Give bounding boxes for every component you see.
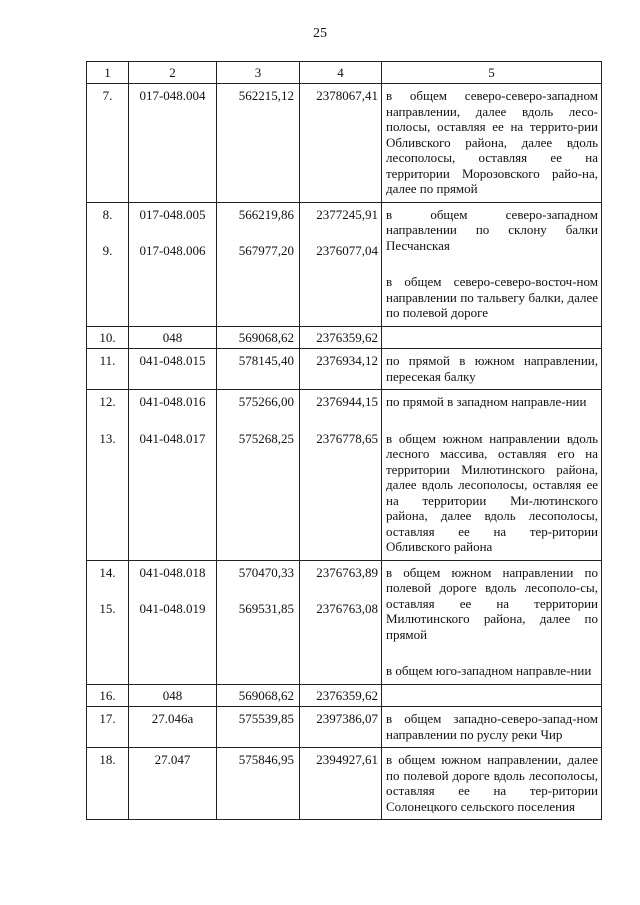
point-number: 17. [99, 711, 116, 726]
point-code: 041-048.015 [139, 353, 206, 368]
point-code-cell [129, 748, 217, 820]
point-code-cell [129, 707, 217, 748]
coordinate-x: 578145,40 [238, 353, 294, 368]
table-header-row [87, 62, 602, 84]
point-code-cell [129, 326, 217, 349]
point-code: 041-048.019 [139, 601, 206, 616]
boundary-description-cell [382, 390, 602, 561]
boundary-description-cell [382, 84, 602, 203]
boundary-description [382, 327, 601, 333]
coordinate-x: 569068,62 [238, 329, 294, 345]
table-row [87, 684, 602, 707]
boundary-description-cell [382, 684, 602, 707]
point-code: 048 [162, 329, 183, 345]
coordinate-x: 562215,12 [238, 88, 294, 103]
coordinate-y-cell [300, 326, 382, 349]
point-number: 9. [102, 243, 113, 258]
coordinate-x: 575266,00 [238, 394, 294, 409]
coordinate-y-cell [300, 202, 382, 326]
point-number-cell [87, 707, 129, 748]
point-number: 11. [99, 353, 116, 368]
boundary-description [382, 685, 601, 691]
table-row [87, 202, 602, 326]
point-number: 18. [99, 752, 116, 767]
point-code-cell [129, 349, 217, 390]
coordinate-x-cell [217, 560, 300, 684]
coordinate-y: 2376359,62 [316, 329, 378, 345]
point-number: 13. [99, 430, 116, 446]
point-number: 12. [99, 394, 116, 409]
coordinate-y: 2378067,41 [316, 88, 378, 103]
header-cell: 4 [300, 62, 382, 84]
coordinate-x: 575846,95 [238, 752, 294, 767]
coordinate-x-cell [217, 326, 300, 349]
coordinate-y: 2397386,07 [316, 711, 378, 726]
boundary-description: в общем северо-северо-восточ-ном направлении по тальвегу балки, далее по полевой дороге [386, 274, 598, 320]
boundary-points-table [86, 61, 602, 820]
point-code: 017-048.006 [139, 243, 206, 258]
coordinate-y-cell [300, 84, 382, 203]
boundary-description-cell [382, 748, 602, 820]
coordinate-y: 2376763,08 [316, 601, 378, 616]
coordinate-x-cell [217, 707, 300, 748]
coordinate-y-cell [300, 560, 382, 684]
point-number-cell [87, 748, 129, 820]
header-cell: 3 [217, 62, 300, 84]
table-body [87, 84, 602, 820]
point-code: 27.046а [151, 711, 194, 726]
coordinate-x: 569068,62 [238, 687, 294, 703]
table-row [87, 326, 602, 349]
boundary-description: в общем северо-северо-западном направлении, далее вдоль лесо-полосы, оставляя ее на террито-рии Обливского района, далее вдоль лесополосы, оставляя ее на территории Морозовского райо-на, далее по прямой [386, 88, 598, 196]
boundary-description-cell [382, 326, 602, 349]
point-code: 017-048.005 [139, 206, 206, 222]
coordinate-y-cell [300, 684, 382, 707]
boundary-description: в общем юго-западном направле-нии [386, 663, 592, 678]
coordinate-y: 2376778,65 [316, 430, 378, 446]
coordinate-y: 2376944,15 [316, 394, 378, 409]
coordinate-x: 575268,25 [238, 430, 294, 446]
page-number: 25 [313, 26, 327, 41]
point-code: 041-048.018 [139, 564, 206, 580]
boundary-description-cell [382, 202, 602, 326]
boundary-description-cell [382, 560, 602, 684]
table-row [87, 84, 602, 203]
coordinate-x: 569531,85 [238, 601, 294, 616]
point-code-cell [129, 202, 217, 326]
point-code-cell [129, 560, 217, 684]
coordinate-y: 2377245,91 [316, 206, 378, 222]
coordinate-y: 2376359,62 [316, 687, 378, 703]
coordinate-x-cell [217, 202, 300, 326]
point-number: 7. [102, 88, 113, 103]
point-number: 14. [99, 564, 116, 580]
point-code: 27.047 [154, 752, 191, 767]
coordinate-x-cell [217, 390, 300, 561]
point-number: 16. [99, 687, 116, 703]
table-row [87, 560, 602, 684]
coordinate-y-cell [300, 390, 382, 561]
point-code: 017-048.004 [139, 88, 206, 103]
boundary-description: в общем южном направлении вдоль лесного массива, оставляя его на территории Милютинского района, далее вдоль лесополосы, оставляя ее на территории Ми-лютинского района, далее вдоль лесополосы, оставляя ее на тер-ритории Обливского района [386, 430, 598, 554]
point-code-cell [129, 390, 217, 561]
point-number-cell [87, 84, 129, 203]
boundary-description: в общем северо-западном направлении по склону балки Песчанская [386, 206, 598, 253]
point-code-cell [129, 684, 217, 707]
coordinate-y: 2376934,12 [316, 353, 378, 368]
coordinate-x: 570470,33 [238, 564, 294, 580]
point-number: 8. [102, 206, 113, 222]
coordinate-y: 2394927,61 [316, 752, 378, 767]
coordinate-x-cell [217, 684, 300, 707]
point-number-cell [87, 349, 129, 390]
table-row [87, 748, 602, 820]
boundary-description: по прямой в западном направле-нии [386, 394, 587, 409]
table-row [87, 707, 602, 748]
coordinate-y-cell [300, 707, 382, 748]
coordinate-x: 566219,86 [238, 206, 294, 222]
coordinate-y-cell [300, 349, 382, 390]
boundary-description-cell [382, 707, 602, 748]
table-row [87, 349, 602, 390]
boundary-description: в общем южном направлении по полевой дороге вдоль лесополо-сы, оставляя ее на территории Милютинского района, далее по прямой [386, 564, 598, 642]
point-code: 041-048.016 [139, 394, 206, 409]
point-code: 041-048.017 [139, 430, 206, 446]
table-row [87, 390, 602, 561]
coordinate-x: 567977,20 [238, 243, 294, 258]
coordinate-y-cell [300, 748, 382, 820]
coordinate-x-cell [217, 349, 300, 390]
point-number-cell [87, 390, 129, 561]
point-number-cell [87, 326, 129, 349]
header-cell: 1 [87, 62, 129, 84]
coordinate-x-cell [217, 84, 300, 203]
coordinate-x: 575539,85 [238, 711, 294, 726]
header-cell: 5 [382, 62, 602, 84]
point-number: 10. [99, 329, 116, 345]
point-code: 048 [162, 687, 183, 703]
boundary-description: в общем южном направлении, далее по полевой дороге вдоль лесополосы, оставляя ее на тер-ритории Солонецкого сельского поселения [386, 752, 598, 814]
boundary-description-cell [382, 349, 602, 390]
point-number: 15. [99, 601, 116, 616]
boundary-description: в общем западно-северо-запад-ном направлении по руслу реки Чир [386, 711, 598, 742]
point-code-cell [129, 84, 217, 203]
header-cell: 2 [129, 62, 217, 84]
coordinate-x-cell [217, 748, 300, 820]
point-number-cell [87, 202, 129, 326]
coordinate-y: 2376077,04 [316, 243, 378, 258]
point-number-cell [87, 560, 129, 684]
boundary-description: по прямой в южном направлении, пересекая балку [386, 353, 598, 384]
point-number-cell [87, 684, 129, 707]
coordinate-y: 2376763,89 [316, 564, 378, 580]
